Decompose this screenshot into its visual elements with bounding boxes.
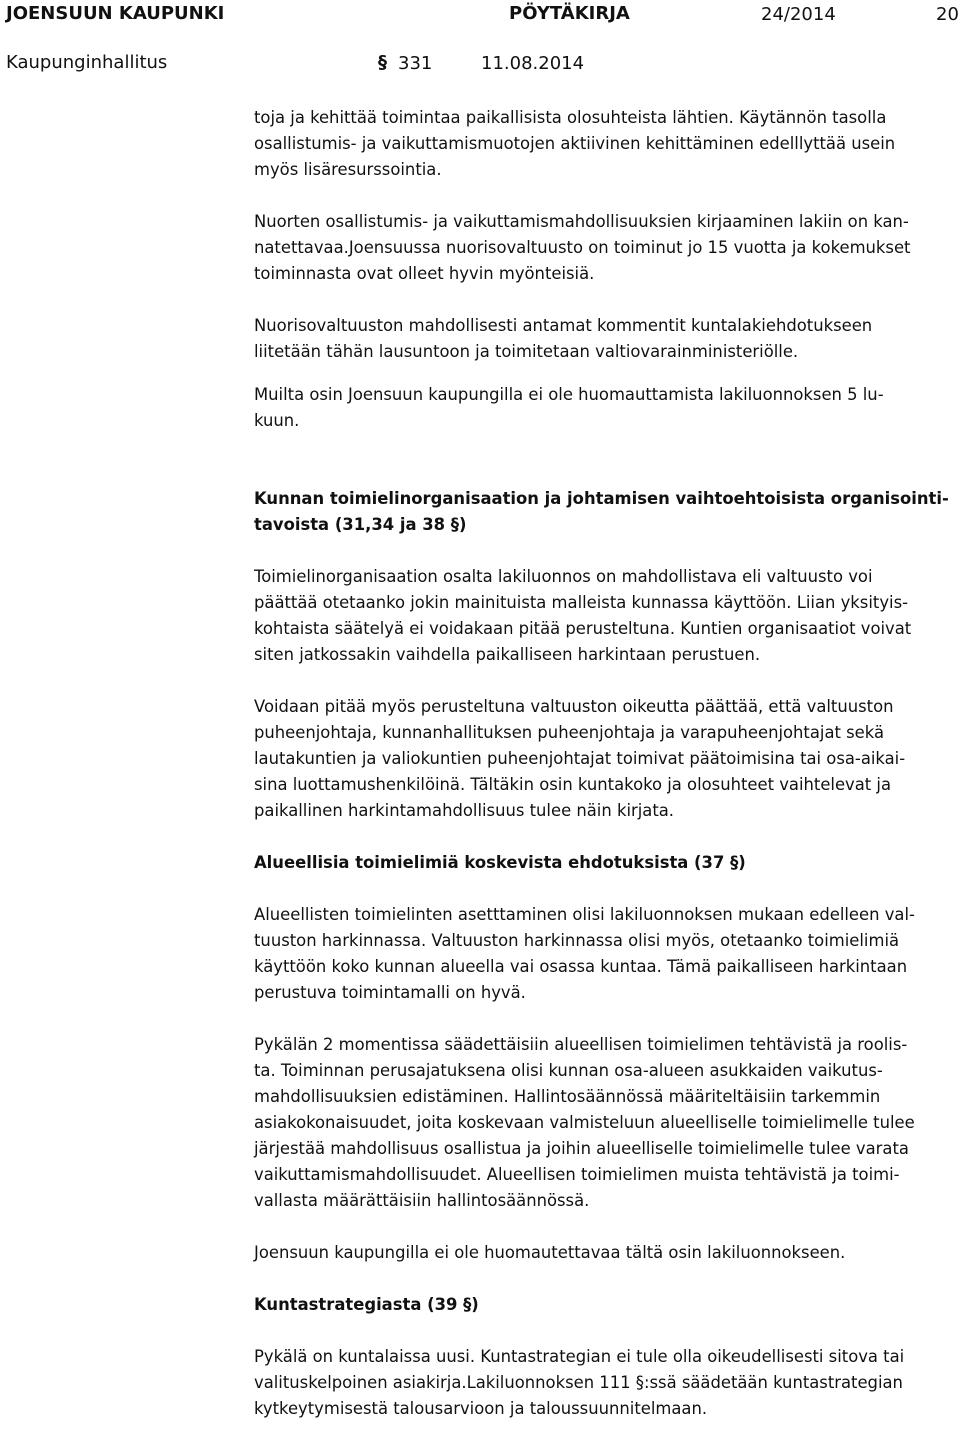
text-line: kuun. (254, 411, 300, 430)
text-line: puheenjohtaja, kunnanhallituksen puheenjohtaja ja varapuheenjohtajat sekä (254, 723, 885, 742)
text-line: perustuva toimintamalli on hyvä. (254, 983, 526, 1002)
text-line: asiakokonaisuudet, joita koskevaan valmisteluun alueelliselle toimielimelle tulee (254, 1113, 915, 1132)
heading-line: tavoista (31,34 ja 38 §) (254, 515, 467, 534)
section-heading-strategy: Kuntastrategiasta (39 §) (254, 1295, 479, 1314)
text-line: lautakuntien ja valiokuntien puheenjohtajat toimivat päätoimisina tai osa-aikai- (254, 749, 906, 768)
text-line: ta. Toiminnan perusajatuksena olisi kunnan osa-alueen asukkaiden vaikutus- (254, 1061, 883, 1080)
paragraph-3 (254, 313, 954, 365)
paragraph-6 (254, 694, 954, 824)
page-number: 20 (936, 4, 959, 25)
paragraph-5 (254, 564, 954, 668)
text-line: kohtaista säätelyä ei voidakaan pitää perusteltuna. Kuntien organisaatiot voivat (254, 619, 912, 638)
text-line: järjestää mahdollisuus osallistua ja joihin alueelliselle toimielimelle tulee varata (254, 1139, 909, 1158)
text-line: Toimielinorganisaation osalta lakiluonnos on mahdollistava eli valtuusto voi (254, 567, 873, 586)
text-line: Voidaan pitää myös perusteltuna valtuuston oikeutta päättää, että valtuuston (254, 697, 894, 716)
text-line: Alueellisten toimielinten asetttaminen olisi lakiluonnoksen mukaan edelleen val- (254, 905, 915, 924)
paragraph-9 (254, 1240, 954, 1266)
text-line: toiminnasta ovat olleet hyvin myönteisiä. (254, 264, 595, 283)
paragraph-10 (254, 1344, 954, 1422)
text-line: käyttöön koko kunnan alueella vai osassa kuntaa. Tämä paikalliseen harkintaan (254, 957, 908, 976)
meeting-date: 11.08.2014 (481, 53, 585, 74)
heading-line: Kunnan toimielinorganisaation ja johtamisen vaihtoehtoisista organisointi- (254, 489, 949, 508)
paragraph-8 (254, 1032, 954, 1214)
section-sign: § (378, 52, 387, 73)
text-line: paikallinen harkintamahdollisuus tulee näin kirjata. (254, 801, 675, 820)
text-line: kytkeytymisestä talousarvioon ja taloussuunnitelmaan. (254, 1399, 708, 1418)
document-type: PÖYTÄKIRJA (509, 3, 630, 24)
text-line: siten jatkossakin vaihdella paikalliseen harkintaan perustuen. (254, 645, 761, 664)
text-line: Pykälän 2 momentissa säädettäisiin alueellisen toimielimen tehtävistä ja roolis- (254, 1035, 908, 1054)
text-line: sina luottamushenkilöinä. Tältäkin osin kuntakoko ja olosuhteet vaihtelevat ja (254, 775, 892, 794)
text-line: vallasta määrättäisiin hallintosäännössä. (254, 1191, 590, 1210)
text-line: Nuorisovaltuuston mahdollisesti antamat kommentit kuntalakiehdotukseen (254, 316, 873, 335)
text-line: mahdollisuuksien edistäminen. Hallintosäännössä määriteltäisiin tarkemmin (254, 1087, 881, 1106)
paragraph-1 (254, 105, 954, 183)
paragraph-2 (254, 209, 954, 287)
document-body (254, 105, 954, 1422)
text-line: toja ja kehittää toimintaa paikallisista olosuhteista lähtien. Käytännön tasolla (254, 108, 887, 127)
text-line: Joensuun kaupungilla ei ole huomautettavaa tältä osin lakiluonnokseen. (254, 1243, 846, 1262)
text-line: osallistumis- ja vaikuttamismuotojen aktiivinen kehittäminen edelllyttää usein (254, 134, 896, 153)
text-line: Muilta osin Joensuun kaupungilla ei ole huomauttamista lakiluonnoksen 5 lu- (254, 385, 884, 404)
text-line: vaikuttamismahdollisuudet. Alueellisen toimielimen muista tehtävistä ja toimi- (254, 1165, 900, 1184)
text-line: tuuston harkinnassa. Valtuuston harkinnassa olisi myös, otetaanko toimielimiä (254, 931, 900, 950)
text-line: valituskelpoinen asiakirja.Lakiluonnoksen 111 §:ssä säädetään kuntastrategian (254, 1373, 903, 1392)
text-line: myös lisäresurssointia. (254, 160, 442, 179)
section-heading-organisation (254, 486, 954, 538)
section-number: 331 (398, 53, 433, 74)
board-name: Kaupunginhallitus (6, 52, 168, 73)
section-heading-regional: Alueellisia toimielimiä koskevista ehdotuksista (37 §) (254, 853, 746, 872)
text-line: liitetään tähän lausuntoon ja toimitetaan valtiovarainministeriölle. (254, 342, 799, 361)
text-line: päättää otetaanko jokin mainituista malleista kunnassa käyttöön. Liian yksityis- (254, 593, 909, 612)
paragraph-7 (254, 902, 954, 1006)
document-number: 24/2014 (761, 4, 836, 25)
text-line: Nuorten osallistumis- ja vaikuttamismahdollisuuksien kirjaaminen lakiin on kan- (254, 212, 909, 231)
paragraph-4 (254, 382, 954, 434)
organization-name: JOENSUUN KAUPUNKI (6, 3, 225, 24)
text-line: Pykälä on kuntalaissa uusi. Kuntastrategian ei tule olla oikeudellisesti sitova tai (254, 1347, 905, 1366)
text-line: natettavaa.Joensuussa nuorisovaltuusto on toiminut jo 15 vuotta ja kokemukset (254, 238, 911, 257)
